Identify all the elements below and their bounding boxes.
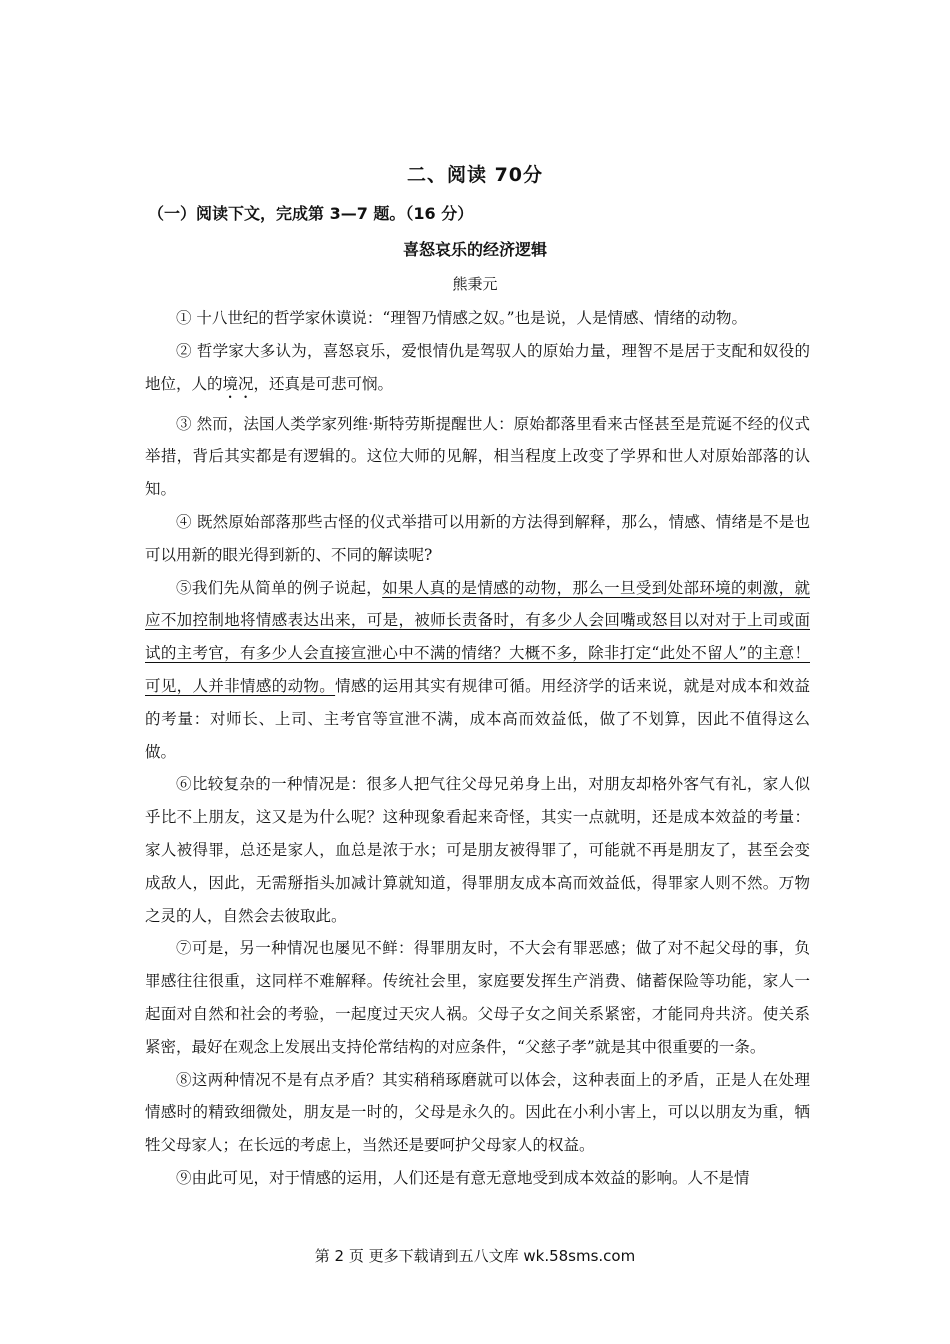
section-title: 二、阅读 70分 [406,164,544,186]
paragraph-8: ⑧这两种情况不是有点矛盾？其实稍稍琢磨就可以体会，这种表面上的矛盾，正是人在处理情感时的精致细微处，朋友是一时的，父母是永久的。因此在小利小害上，可以以朋友为重，牺牲父母家人；在长远的考虑上，当然还是要呵护父母家人的权益。 [145,1070,810,1155]
paragraph-5-text-a: ⑤我们先从简单的例子说起， [176,578,383,597]
dotted-word: 境况 [222,374,254,393]
paragraph-4: ④ 既然原始部落那些古怪的仪式举措可以用新的方法得到解释，那么，情感、情绪是不是也可以用新的眼光得到新的、不同的解读呢? [145,512,810,564]
underlined-passage: 如果人真的是情感的动物，那么一旦受到处部环境的刺激，就应不加控制地将情感表达出来，可是，被师长责备时，有多少人会回嘴或怒目以对对于上司或面试的主考官，有多少人会直接宣泄心中不满的情绪？大概不多，除非打定“此处不留人”的主意！可见，人并非情感的动物。 [145,578,810,695]
paragraph-5-text-b: 情感的运用其实有规律可循。用经济学的话来说，就是对成本和效益的考量：对师长、上司、主考官等宣泄不满，成本高而效益低，做了不划算，因此不值得这么做。 [145,676,810,761]
article-body [145,302,810,1195]
paragraph-5 [145,572,810,769]
page-footer: 第 2 页 更多下载请到五八文库 wk.58sms.com [314,1247,636,1265]
paragraph-2 [145,335,810,402]
article-author: 熊秉元 [452,275,498,293]
paragraph-2-text-b: ，还真是可悲可悯。 [253,374,394,393]
paragraph-1: ① 十八世纪的哲学家休谟说：“理智乃情感之奴。”也是说，人是情感、情绪的动物。 [176,309,748,327]
paragraph-3: ③ 然而，法国人类学家列维·斯特劳斯提醒世人：原始都落里看来古怪甚至是荒诞不经的仪式举措，背后其实都是有逻辑的。这位大师的见解，相当程度上改变了学界和世人对原始部落的认知。 [145,414,810,499]
paragraph-7: ⑦可是，另一种情况也屡见不鲜：得罪朋友时，不大会有罪恶感；做了对不起父母的事，负罪感往往很重，这同样不难解释。传统社会里，家庭要发挥生产消费、储蓄保险等功能，家人一起面对自然和社会的考验，一起度过天灾人祸。父母子女之间关系紧密，才能同舟共济。使关系紧密，最好在观念上发展出支持伦常结构的对应条件，“父慈子孝”就是其中很重要的一条。 [145,939,810,1056]
question-instructions: （一）阅读下文，完成第 3—7 题。（16 分） [148,204,474,223]
article-title: 喜怒哀乐的经济逻辑 [402,240,547,259]
paragraph-6: ⑥比较复杂的一种情况是：很多人把气往父母兄弟身上出，对朋友却格外客气有礼，家人似乎比不上朋友，这又是为什么呢？这种现象看起来奇怪，其实一点就明，还是成本效益的考量：家人被得罪，总还是家人，血总是浓于水；可是朋友被得罪了，可能就不再是朋友了，甚至会变成敌人，因此，无需掰指头加减计算就知道，得罪朋友成本高而效益低，得罪家人则不然。万物之灵的人，自然会去彼取此。 [145,775,810,925]
paragraph-2-text-a: ② 哲学家大多认为，喜怒哀乐，爱恨情仇是驾驭人的原始力量，理智不是居于支配和奴役的地位，人的 [145,341,810,393]
paragraph-9: ⑨由此可见，对于情感的运用，人们还是有意无意地受到成本效益的影响。人不是情 [176,1168,750,1187]
